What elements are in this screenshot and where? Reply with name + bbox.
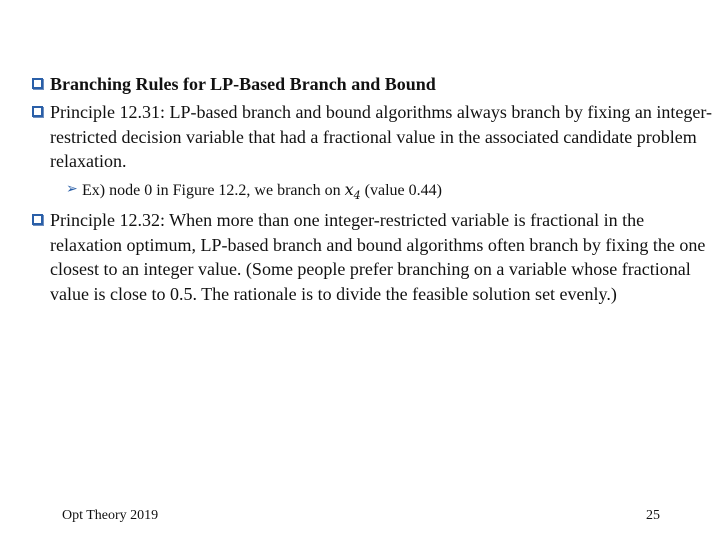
square-bullet-icon <box>32 78 43 89</box>
example-var: x <box>344 180 354 199</box>
slide-title <box>32 72 712 97</box>
principle-12-31-text: Principle 12.31: LP-based branch and bound algorithms always branch by fixing an integer-restricted decision variable that had a fractional value in the associated candidate problem relaxation. <box>50 102 712 171</box>
page-number: 25 <box>646 508 660 523</box>
example-suffix: (value 0.44) <box>364 182 442 199</box>
example-variable <box>344 180 361 203</box>
principle-12-32 <box>32 208 712 306</box>
example-line <box>66 180 706 206</box>
square-bullet-icon <box>32 214 43 225</box>
title-text: Branching Rules for LP-Based Branch and Bound <box>50 74 436 94</box>
square-bullet-icon <box>32 106 43 117</box>
example-prefix: Ex) node 0 in Figure 12.2, we branch on <box>82 182 341 199</box>
footer-course: Opt Theory 2019 <box>62 508 159 523</box>
example-subscript: 4 <box>353 189 361 203</box>
arrow-bullet-icon: ➢ <box>66 182 78 197</box>
principle-12-32-text: Principle 12.32: When more than one integer-restricted variable is fractional in the relaxation optimum, LP-based branch and bound algorithms often branch by fixing the one closest to an integer value. (Some people prefer branching on a variable whose fractional value is close to 0.5. The rationale is to divide the feasible solution set evenly.) <box>50 210 706 304</box>
principle-12-31 <box>32 100 712 174</box>
example-text <box>82 180 706 206</box>
